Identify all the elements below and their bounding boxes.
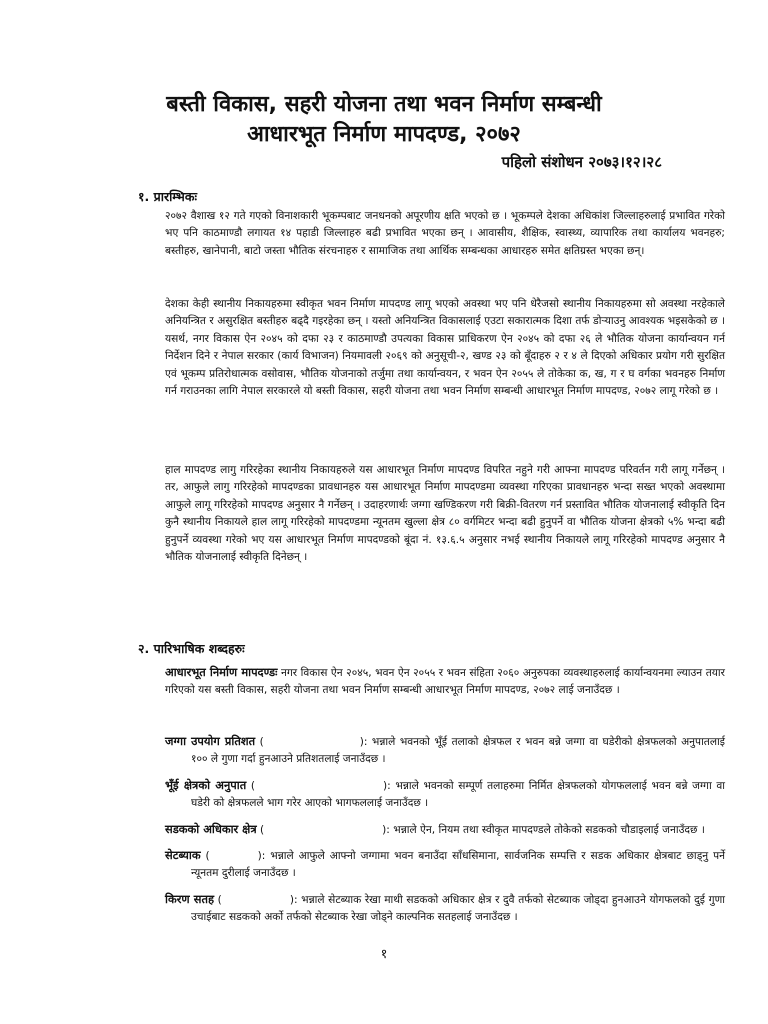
defined-term: भूँई क्षेत्रको अनुपात [165,777,247,792]
definition-text: नगर विकास ऐन २०४५, भवन ऐन २०५५ र भवन संहिता २०६० अनुरुपका व्यवस्थाहरुलाई कार्यान्वयनमा ल्याउन तयार गरिएको यस बस्ती विकास, सहरी योजना तथा भवन निर्माण सम्बन्धी आधारभूत निर्माण मापदण्ड, २०७२ लाई जनाउँदछ । [165,667,725,697]
definition-text: ): भन्नाले भवनको भूँई तलाको क्षेत्रफल र भवन बन्ने जग्गा वा घडेरीको क्षेत्रफलको अनुपातलाई १०० ले गुणा गर्दा हुनआउने प्रतिशतलाई जनाउँदछ । [191,736,725,766]
term-open-paren: ( [246,779,256,792]
title-line: आधारभूत निर्माण मापदण्ड, २०७२ [247,122,521,147]
document-title [100,90,668,150]
paragraph: हाल मापदण्ड लागु गरिरहेका स्थानीय निकायहरुले यस आधारभूत निर्माण मापदण्ड विपरित नहुने गरी आफ्ना मापदण्ड परिवर्तन गरी लागू गर्नेछन् । तर, आफुले लागु गरिरहेको मापदण्डका प्रावधानहरु यस आधारभूत निर्माण मापदण्डमा व्यवस्था गरिएका प्रावधानहरु भन्दा सख्त भएको अवस्थामा आफुले लागू गरिरहेको मापदण्ड अनुसार नै गर्नेछन् । उदाहरणार्थः जग्गा खण्डिकरण गरी बिक्री-वितरण गर्न प्रस्तावित भौतिक योजनालाई स्वीकृति दिन कुनै स्थानीय निकायले हाल लागू गरिरहेको मापदण्डमा न्यूनतम खुल्ला क्षेत्र ८० वर्गमिटर भन्दा बढी हुनुपर्ने वा भौतिक योजना क्षेत्रको ५% भन्दा बढी हुनुपर्ने व्यवस्था गरेको भए यस आधारभूत निर्माण मापदण्डको बूंदा नं. १३.६.५ अनुसार नभई स्थानीय निकायले लागू गरिरहेको मापदण्ड अनुसार नै भौतिक योजनालाई स्वीकृति दिनेछन् । [165,464,725,564]
paragraph: देशका केही स्थानीय निकायहरुमा स्वीकृत भवन निर्माण मापदण्ड लागू भएको अवस्था भए पनि धेरैजसो स्थानीय निकायहरुमा सो अवस्था नरहेकाले अनियन्त्रित र असुरक्षित बस्तीहरु बढ्दै गइरहेका छन् । यस्तो अनियन्त्रित विकासलाई एउटा सकारात्मक दिशा तर्फ डोऱ्याउनु आवश्यक भइसकेको छ । यसर्थ, नगर विकास ऐन २०४५ को दफा २३ र काठमाण्डौ उपत्यका विकास प्राधिकरण ऐन २०४५ को दफा २६ ले भौतिक योजना कार्यान्वयन गर्न निर्देशन दिने र नेपाल सरकार (कार्य विभाजन) नियमावली २०६९ को अनुसूची-२, खण्ड २३ को बूँदाहरु २ र ४ ले दिएको अधिकार प्रयोग गरी सुरक्षित एवं भूकम्प प्रतिरोधात्मक वसोवास, भौतिक योजनाको तर्जुमा तथा कार्यान्वयन, र भवन ऐन २०५५ ले तोकेका क, ख, ग र घ वर्गका भवनहरु निर्माण गर्न गराउनका लागि नेपाल सरकारले यो बस्ती विकास, सहरी योजना तथा भवन निर्माण सम्बन्धी आधारभूत निर्माण मापदण्ड, २०७२ लागू गरेको छ । [165,298,725,398]
paragraph: २०७२ वैशाख १२ गते गएको विनाशकारी भूकम्पबाट जनधनको अपूरणीय क्षति भएको छ । भूकम्पले देशका अधिकांश जिल्लाहरुलाई प्रभावित गरेको भए पनि काठमाण्डौ लगायत १४ पहाडी जिल्लाहरु बढी प्रभावित भएका छन् । आवासीय, शैक्षिक, स्वास्थ्य, व्यापारिक तथा कार्यालय भवनहरु; बस्तीहरु, खानेपानी, बाटो जस्ता भौतिक संरचनाहरु र सामाजिक तथा आर्थिक सम्बन्धका आधारहरु समेत क्षतिग्रस्त भएका छन्। [165,210,725,257]
defined-term: सेटब्याक [165,848,201,863]
definition-item [165,847,725,883]
definitions-intro [165,664,725,700]
title-line: बस्ती विकास, सहरी योजना तथा भवन निर्माण सम्बन्धी [166,92,602,117]
definition-text: ): भन्नाले सेटब्याक रेखा माथी सडकको अधिकार क्षेत्र र दुवै तर्फको सेटब्याक जोड्दा हुनआउने योगफलको दुई गुणा उचाईबाट सडकको अर्को तर्फको सेटब्याक रेखा जोड्ने काल्पनिक सतहलाई जनाउँदछ । [191,893,725,924]
section-heading-definitions: २. पारिभाषिक शब्दहरुः [138,641,245,656]
term-open-paren: ( [214,893,222,906]
defined-term: आधारभूत निर्माण मापदण्डः [165,665,278,679]
definition-item [165,733,725,769]
term-open-paren: ( [200,850,210,863]
definition-list [165,733,725,935]
amendment-note: पहिलो संशोधन २०७३।१२।२८ [501,153,662,171]
term-open-paren: ( [256,823,265,836]
defined-term: जग्गा उपयोग प्रतिशत [165,734,256,748]
page-number: १ [380,947,388,962]
term-open-paren: ( [255,736,264,748]
section-heading-introduction: १. प्रारम्भिकः [138,189,197,204]
definition-text: ): भन्नाले भवनको सम्पूर्ण तलाहरुमा निर्मित क्षेत्रफलको योगफललाई भवन बन्ने जग्गा वा घडेरी को क्षेत्रफलले भाग गरेर आएको भागफललाई जनाउँदछ । [191,779,725,810]
definition-item [165,821,725,839]
defined-term: किरण सतह [165,891,215,906]
definition-item [165,891,725,927]
defined-term: सडकको अधिकार क्षेत्र [165,821,257,836]
definition-text: ): भन्नाले ऐन, नियम तथा स्वीकृत मापदण्डले तोकेको सडकको चौडाइलाई जनाउँदछ । [382,823,705,836]
definition-text: ): भन्नाले आफुले आफ्नो जग्गामा भवन बनाउँदा साँधसिमाना, सार्वजनिक सम्पत्ति र सडक अधिकार क्षेत्रबाट छाड्नु पर्ने न्यूनतम दुरीलाई जनाउँदछ । [191,850,725,880]
definition-item [165,777,725,813]
